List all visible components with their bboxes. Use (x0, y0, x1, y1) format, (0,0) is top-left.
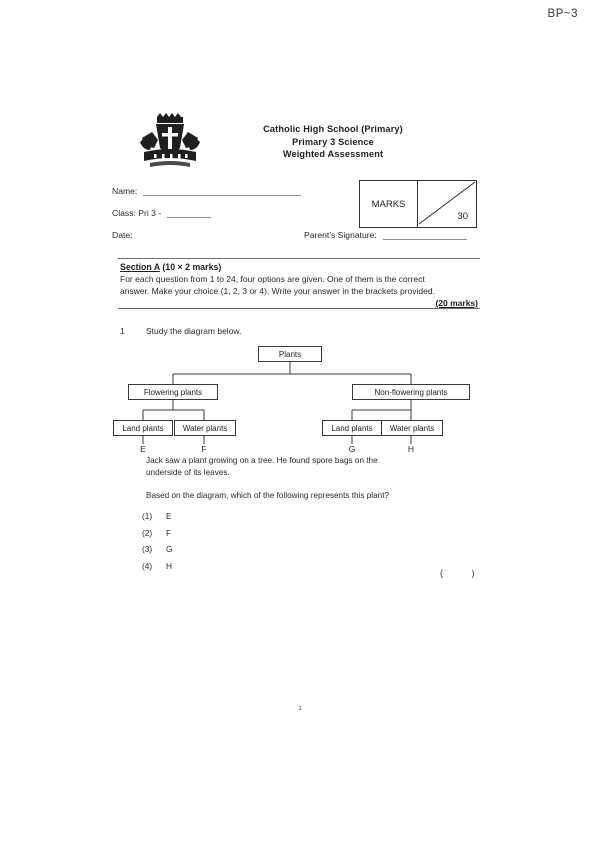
name-label: Name: (112, 186, 138, 196)
diagram-letter-e: E (140, 444, 146, 454)
diagram-letter-f: F (201, 444, 207, 454)
question-1-options (142, 511, 172, 577)
option-3-value: G (166, 544, 173, 554)
option-1-key: (1) (142, 511, 153, 521)
question-1-body (146, 455, 466, 502)
school-name: Catholic High School (Primary) (263, 124, 403, 134)
class-label: Class: Pri 3 - (112, 208, 162, 218)
marks-score-cell[interactable] (418, 181, 476, 227)
date-label: Date: (112, 230, 133, 240)
question-1-stem: Study the diagram below. (146, 326, 242, 336)
question-1-context-line-1: Jack saw a plant growing on a tree. He found spore bags on the (146, 456, 378, 465)
option-1-value: E (166, 511, 172, 521)
option-3[interactable] (142, 544, 172, 561)
diagram-node-leaf-h: Water plants (381, 420, 443, 436)
option-4-key: (4) (142, 560, 153, 571)
diagram-node-non-flowering: Non-flowering plants (352, 384, 470, 400)
question-1-prompt: Based on the diagram, which of the following represents this plant? (146, 491, 390, 500)
diagram-node-leaf-g: Land plants (322, 420, 382, 436)
diagram-node-flowering: Flowering plants (128, 384, 218, 400)
section-divider-top (118, 258, 480, 259)
diagram-node-root: Plants (258, 346, 322, 362)
section-a-title (120, 262, 478, 272)
instruction-line-1: For each question from 1 to 24, four options are given. One of them is the correct (120, 274, 425, 284)
diagram-node-leaf-e: Land plants (113, 420, 173, 436)
option-1[interactable] (142, 511, 172, 528)
parent-signature-group (304, 230, 467, 240)
option-4[interactable] (142, 561, 172, 578)
option-2-value: F (166, 527, 172, 538)
diagram-letter-g: G (348, 444, 356, 454)
paper-header (138, 112, 468, 174)
section-a-marks: (20 marks) (435, 298, 478, 308)
question-1-context-line-2: underside of its leaves. (146, 467, 230, 477)
option-2[interactable] (142, 528, 172, 545)
diagram-letter-h: H (407, 444, 415, 454)
parent-signature-label: Parent's Signature: (304, 230, 377, 240)
section-a-block (120, 262, 478, 308)
class-input-line[interactable] (167, 208, 211, 218)
school-crest-icon (138, 112, 202, 174)
assessment-type: Weighted Assessment (282, 149, 384, 159)
section-a-title-underlined: Section A (120, 262, 160, 272)
page-number: 1 (298, 705, 302, 712)
section-a-title-rest: (10 × 2 marks) (159, 262, 222, 272)
option-4-value: H (166, 560, 172, 571)
marks-label: MARKS (360, 181, 418, 227)
marks-box (359, 180, 477, 228)
section-divider-bottom (118, 308, 480, 309)
subject-level: Primary 3 Science (292, 136, 374, 147)
question-1-answer-bracket[interactable]: ( ) (440, 568, 488, 578)
diagram-node-leaf-f: Water plants (174, 420, 236, 436)
date-row (112, 230, 488, 252)
school-title-group (218, 112, 448, 161)
question-1-number: 1 (120, 326, 125, 336)
option-3-key: (3) (142, 544, 153, 554)
instruction-line-2: answer. Make your choice (1, 2, 3 or 4). Write your answer in the brackets provided. (120, 285, 435, 296)
section-a-instructions (120, 274, 478, 297)
name-input-line[interactable] (143, 186, 301, 196)
plant-classification-diagram (122, 336, 480, 454)
marks-total: 30 (457, 211, 468, 222)
parent-signature-line[interactable] (383, 230, 467, 240)
document-code: BP~3 (547, 8, 578, 20)
option-2-key: (2) (142, 527, 153, 538)
